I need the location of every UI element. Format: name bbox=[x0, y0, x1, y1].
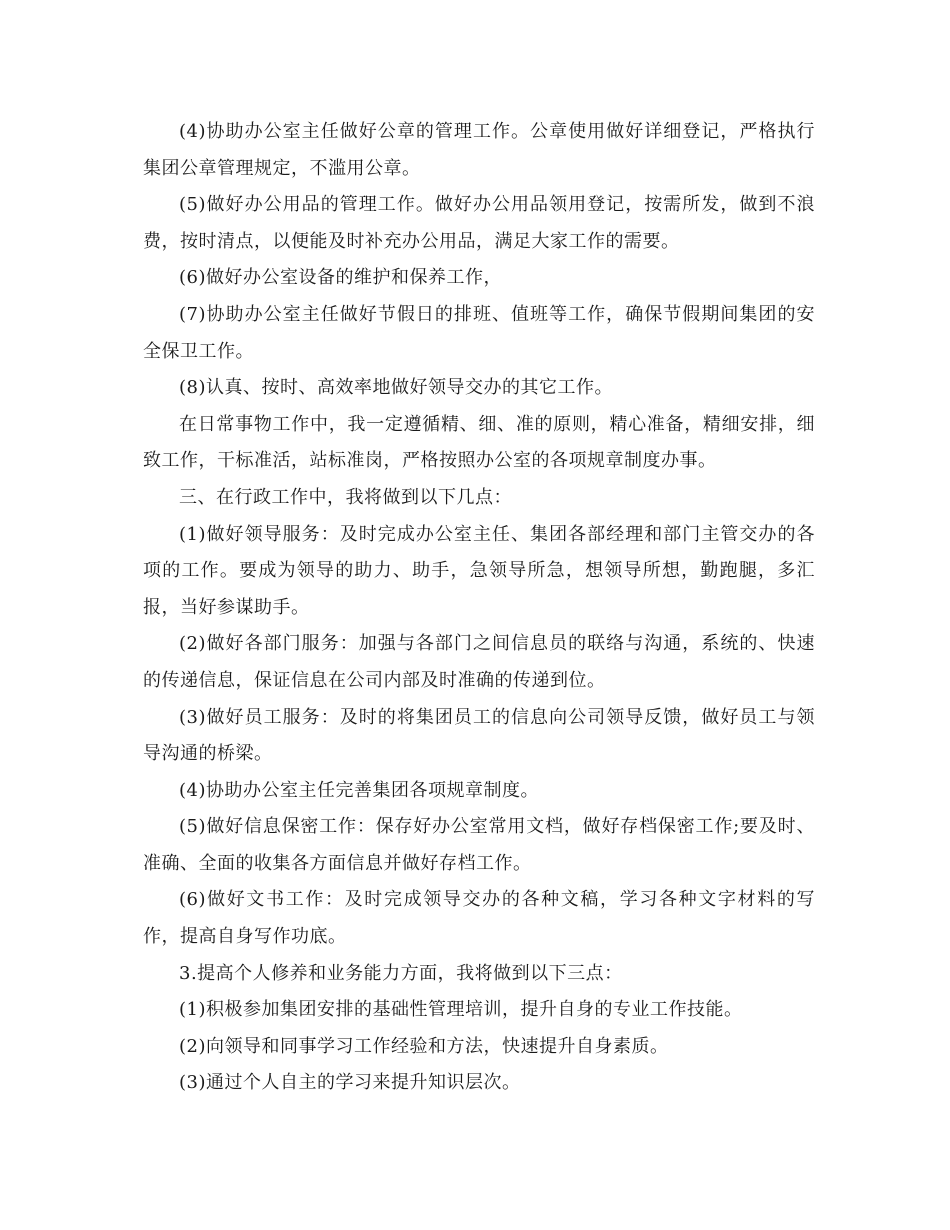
paragraph: 在日常事物工作中，我一定遵循精、细、准的原则，精心准备，精细安排，细致工作，干标准活，站标准岗，严格按照办公室的各项规章制度办事。 bbox=[143, 413, 815, 472]
paragraph: (7)协助办公室主任做好节假日的排班、值班等工作，确保节假期间集团的安全保卫工作。 bbox=[143, 303, 815, 362]
section-heading: 3.提高个人修养和业务能力方面，我将做到以下三点： bbox=[179, 962, 623, 984]
paragraph: (4)协助办公室主任完善集团各项规章制度。 bbox=[179, 779, 539, 801]
paragraph: (1)做好领导服务：及时完成办公室主任、集团各部经理和部门主管交办的各项的工作。要成为领导的助力、助手，急领导所急，想领导所想，勤跑腿，多汇报，当好参谋助手。 bbox=[143, 523, 815, 618]
paragraph: (6)做好办公室设备的维护和保养工作， bbox=[179, 267, 502, 289]
paragraph: (3)通过个人自主的学习来提升知识层次。 bbox=[179, 1072, 521, 1094]
paragraph: (3)做好员工服务：及时的将集团员工的信息向公司领导反馈，做好员工与领导沟通的桥梁。 bbox=[143, 706, 815, 765]
paragraph: (5)做好办公用品的管理工作。做好办公用品领用登记，按需所发，做到不浪费，按时清点，以便能及时补充办公用品，满足大家工作的需要。 bbox=[143, 194, 815, 252]
document-body bbox=[143, 114, 815, 1102]
paragraph: (2)做好各部门服务：加强与各部门之间信息员的联络与沟通，系统的、快速的传递信息，保证信息在公司内部及时准确的传递到位。 bbox=[143, 633, 815, 691]
paragraph: (5)做好信息保密工作：保存好办公室常用文档，做好存档保密工作;要及时、准确、全面的收集各方面信息并做好存档工作。 bbox=[143, 816, 815, 874]
paragraph: (6)做好文书工作：及时完成领导交办的各种文稿，学习各种文字材料的写作，提高自身写作功底。 bbox=[143, 889, 815, 948]
paragraph: (8)认真、按时、高效率地做好领导交办的其它工作。 bbox=[179, 377, 613, 399]
paragraph: (2)向领导和同事学习工作经验和方法，快速提升自身素质。 bbox=[179, 1035, 669, 1057]
paragraph: (4)协助办公室主任做好公章的管理工作。公章使用做好详细登记，严格执行集团公章管理规定，不滥用公章。 bbox=[143, 121, 815, 179]
section-heading: 三、在行政工作中，我将做到以下几点： bbox=[179, 486, 512, 508]
paragraph: (1)积极参加集团安排的基础性管理培训，提升自身的专业工作技能。 bbox=[179, 999, 743, 1021]
